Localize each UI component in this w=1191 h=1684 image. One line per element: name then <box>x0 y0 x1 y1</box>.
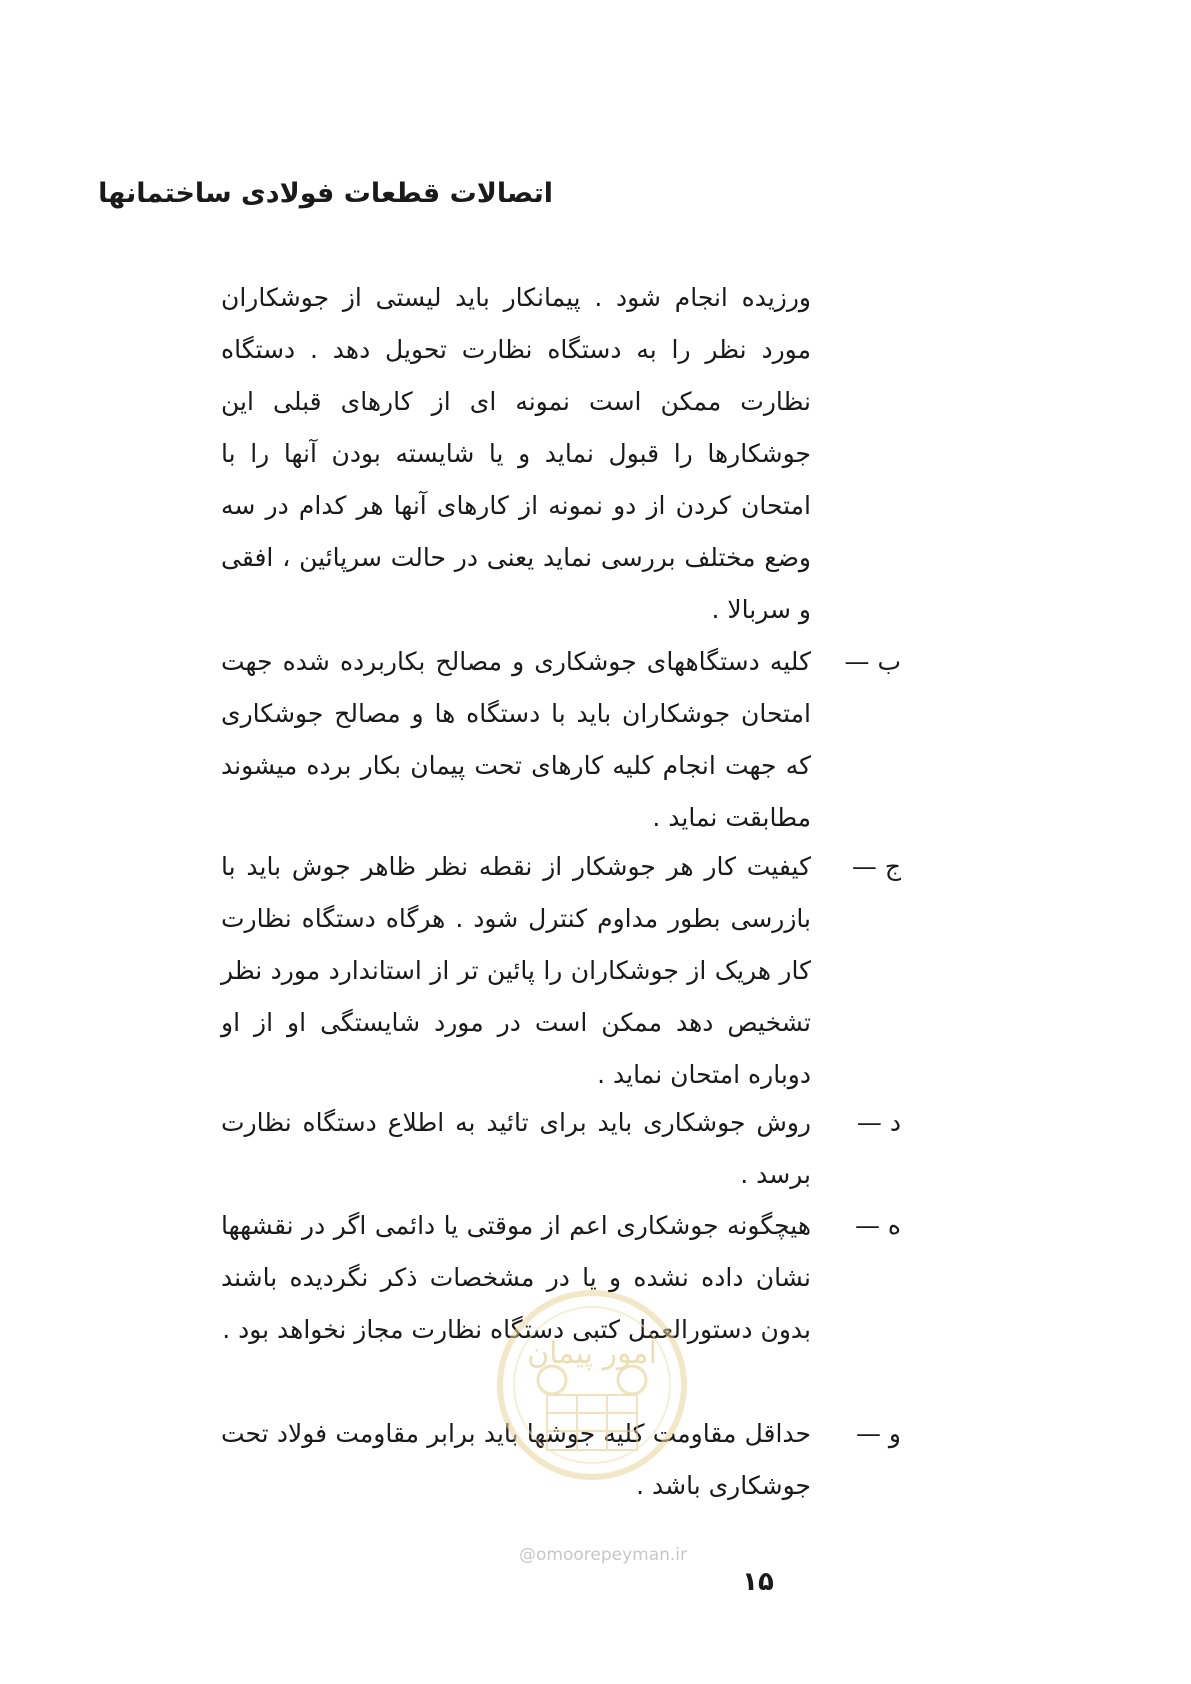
page-number: ۱۵ <box>742 1567 774 1597</box>
item-paragraph-j: کیفیت کار هر جوشکار از نقطه نظر ظاهر جوش باید با بازرسی بطور مداوم کنترل شود . هرگاه دستگاه نظارت کار هریک از جوشکاران را پائین تر از استاندارد مورد نظر تشخیص دهد ممکن است در مورد شایستگی او از او دوباره امتحان نماید . <box>221 852 811 1089</box>
item-paragraph-v: حداقل مقاومت کلیه جوشها باید برابر مقاومت فولاد تحت جوشکاری باشد . <box>221 1419 811 1500</box>
item-marker-j: ج — <box>851 852 901 881</box>
item-paragraph-b: کلیه دستگاههای جوشکاری و مصالح بکاربرده شده جهت امتحان جوشکاران باید با دستگاه ها و مصالح جوشکاری که جهت انجام کلیه کارهای تحت پیمان بکار برده میشوند مطابقت نماید . <box>221 647 811 832</box>
watermark-logo-icon <box>492 1285 692 1485</box>
item-paragraph-d: روش جوشکاری باید برای تائید به اطلاع دستگاه نظارت برسد . <box>221 1108 811 1189</box>
item-paragraph-h: هیچگونه جوشکاری اعم از موقتی یا دائمی اگر در نقشهها نشان داده نشده و یا در مشخصات ذکر نگردیده باشند بدون دستورالعمل کتبی دستگاه نظارت مجاز نخواهد بود . <box>221 1211 811 1344</box>
item-marker-b: ب — <box>844 647 901 676</box>
running-header: اتصالات قطعات فولادی ساختمانها <box>98 178 553 209</box>
item-marker-d: د — <box>856 1108 901 1137</box>
item-marker-v: و — <box>855 1419 901 1448</box>
watermark-logo-text: امور پیمان <box>527 1336 657 1371</box>
watermark-url: @omoorepeyman.ir <box>518 1545 688 1565</box>
item-marker-h: ه — <box>854 1211 901 1240</box>
intro-paragraph: ورزیده انجام شود . پیمانکار باید لیستی از جوشکاران مورد نظر را به دستگاه نظارت تحویل دهد . دستگاه نظارت ممکن است نمونه ای از کارهای قبلی این جوشکارها را قبول نماید و یا شایسته بودن آنها را با امتحان کردن از دو نمونه از کارهای آنها هر کدام در سه وضع مختلف بررسی نماید یعنی در حالت سرپائین ، افقی و سربالا . <box>221 283 811 624</box>
